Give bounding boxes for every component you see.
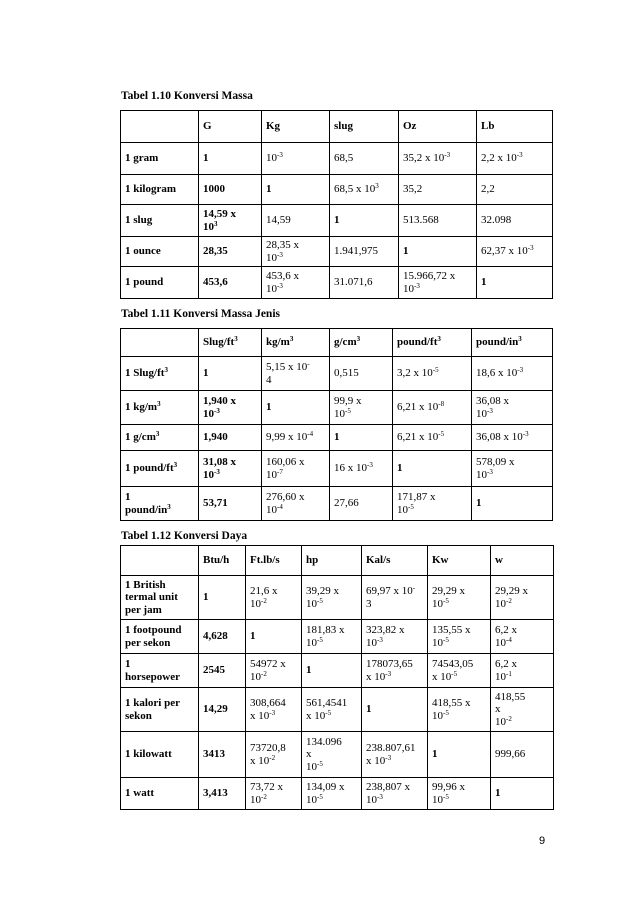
table-cell: 1 <box>477 267 553 299</box>
row-label-cell: 1 $g/cm^3$ <box>121 425 199 451</box>
header-cell: w <box>491 546 554 576</box>
table-cell: 1 <box>428 732 491 778</box>
table-row <box>121 143 553 175</box>
table-cell: 1 <box>472 487 553 521</box>
table-cell: 27,66 <box>330 487 393 521</box>
table-cell: 4,628 <box>199 620 246 654</box>
header-cell: Lb <box>477 111 553 143</box>
table-row <box>121 732 554 778</box>
table-cell: 418,55 x $10^{-2}$ <box>491 688 554 732</box>
table-1-12 <box>120 545 554 810</box>
table-row <box>121 205 553 237</box>
table-cell: 73,72 x $10^{-2}$ <box>246 778 302 810</box>
table-cell: 14,59 <box>262 205 330 237</box>
header-cell <box>121 329 199 357</box>
table-cell: 35,2 x $10^{-3}$ <box>399 143 477 175</box>
table-cell: 276,60 x $10^{-4}$ <box>262 487 330 521</box>
table-cell: 32.098 <box>477 205 553 237</box>
header-cell <box>121 111 199 143</box>
row-label-cell: 1 Slug/$ft^3$ <box>121 357 199 391</box>
table-row <box>121 425 553 451</box>
table-cell: 453,6 <box>199 267 262 299</box>
header-cell: Kg <box>262 111 330 143</box>
table-cell: 16 x $10^{-3}$ <box>330 451 393 487</box>
table-cell: 36,08 x $10^{-3}$ <box>472 391 553 425</box>
table-cell: 513.568 <box>399 205 477 237</box>
table-cell: 54972 x $10^{-2}$ <box>246 654 302 688</box>
table-cell: 21,6 x $10^{-2}$ <box>246 576 302 620</box>
row-label-cell: 1 horsepower <box>121 654 199 688</box>
table-cell: $10^{-3}$ <box>262 143 330 175</box>
row-label-cell: 1 pound/$ft^3$ <box>121 451 199 487</box>
table-cell: 28,35 <box>199 237 262 267</box>
row-label-cell: 1 watt <box>121 778 199 810</box>
header-cell: $kg/m^3$ <box>262 329 330 357</box>
header-cell: Oz <box>399 111 477 143</box>
table-row <box>121 357 553 391</box>
table-cell: 238.807,61 x $10^{-3}$ <box>362 732 428 778</box>
header-cell: Slug/$ft^3$ <box>199 329 262 357</box>
table-cell: 6,2 x $10^{-4}$ <box>491 620 554 654</box>
table-cell: 0,515 <box>330 357 393 391</box>
table-row <box>121 237 553 267</box>
table-cell: 6,2 x $10^{-1}$ <box>491 654 554 688</box>
header-cell: Kw <box>428 546 491 576</box>
table-header-row <box>121 329 553 357</box>
table-cell: 2,2 <box>477 175 553 205</box>
table-cell: 29,29 x $10^{-2}$ <box>491 576 554 620</box>
header-cell <box>121 546 199 576</box>
table-cell: 31,08 x $10^{-3}$ <box>199 451 262 487</box>
table-cell: 1 <box>262 175 330 205</box>
table-1-11 <box>120 328 553 521</box>
row-label-cell: 1 kilogram <box>121 175 199 205</box>
table-cell: 1 <box>399 237 477 267</box>
row-label-cell: 1 ounce <box>121 237 199 267</box>
table-row <box>121 267 553 299</box>
row-label-cell: 1 slug <box>121 205 199 237</box>
table-cell: 453,6 x $10^{-3}$ <box>262 267 330 299</box>
table-cell: 134,09 x $10^{-5}$ <box>302 778 362 810</box>
header-cell: Ft.lb/s <box>246 546 302 576</box>
table-cell: 1 <box>199 357 262 391</box>
header-cell: G <box>199 111 262 143</box>
table-row <box>121 654 554 688</box>
table-cell: 1,940 x $10^{-3}$ <box>199 391 262 425</box>
table-cell: 14,59 x $10^3$ <box>199 205 262 237</box>
table-cell: 5,15 x 10- 4 <box>262 357 330 391</box>
table-cell: 160,06 x $10^{-7}$ <box>262 451 330 487</box>
page-number: 9 <box>539 835 546 847</box>
table-cell: 53,71 <box>199 487 262 521</box>
table-cell: 3,413 <box>199 778 246 810</box>
row-label-cell: 1 pound <box>121 267 199 299</box>
table-cell: 29,29 x $10^{-5}$ <box>428 576 491 620</box>
table-header-row <box>121 111 553 143</box>
table-cell: 418,55 x $10^{-5}$ <box>428 688 491 732</box>
table-cell: 1 <box>393 451 472 487</box>
table-cell: 1000 <box>199 175 262 205</box>
table-cell: 35,2 <box>399 175 477 205</box>
table-cell: 36,08 x $10^{-3}$ <box>472 425 553 451</box>
table-cell: 323,82 x $10^{-3}$ <box>362 620 428 654</box>
row-label-cell: 1 British termal unit per jam <box>121 576 199 620</box>
table-cell: 15.966,72 x $10^{-3}$ <box>399 267 477 299</box>
table-cell: 74543,05 x $10^{-5}$ <box>428 654 491 688</box>
table-cell: 1.941,975 <box>330 237 399 267</box>
table-cell: 1 <box>330 425 393 451</box>
table-header-row <box>121 546 554 576</box>
table-cell: 1 <box>199 576 246 620</box>
table-cell: 99,9 x $10^{-5}$ <box>330 391 393 425</box>
table-cell: 181,83 x $10^{-5}$ <box>302 620 362 654</box>
table-cell: 1 <box>262 391 330 425</box>
table-cell: 135,55 x $10^{-5}$ <box>428 620 491 654</box>
table-cell: 1 <box>362 688 428 732</box>
row-label-cell: 1 kilowatt <box>121 732 199 778</box>
table-cell: 1 <box>199 143 262 175</box>
table-cell: 308,664 x $10^{-3}$ <box>246 688 302 732</box>
table-cell: 1,940 <box>199 425 262 451</box>
row-label-cell: 1 footpound per sekon <box>121 620 199 654</box>
table-row <box>121 620 554 654</box>
row-label-cell: 1 kalori per sekon <box>121 688 199 732</box>
table-cell: 99,96 x $10^{-5}$ <box>428 778 491 810</box>
table-cell: 578,09 x $10^{-3}$ <box>472 451 553 487</box>
row-label-cell: 1 gram <box>121 143 199 175</box>
table-1-10 <box>120 110 553 299</box>
table-cell: 2545 <box>199 654 246 688</box>
row-label-cell: 1 $kg/m^3$ <box>121 391 199 425</box>
table-cell: 73720,8 x $10^{-2}$ <box>246 732 302 778</box>
header-cell: Kal/s <box>362 546 428 576</box>
table-cell: 31.071,6 <box>330 267 399 299</box>
header-cell: $g/cm^3$ <box>330 329 393 357</box>
header-cell: pound/$in^3$ <box>472 329 553 357</box>
table-row <box>121 576 554 620</box>
table-cell: 134.096 x $10^{-5}$ <box>302 732 362 778</box>
table-row <box>121 688 554 732</box>
table-cell: 3,2 x $10^{-5}$ <box>393 357 472 391</box>
table-cell: 238,807 x $10^{-3}$ <box>362 778 428 810</box>
row-label-cell: 1 pound/$in^3$ <box>121 487 199 521</box>
table-cell: 14,29 <box>199 688 246 732</box>
table-cell: 178073,65 x $10^{-3}$ <box>362 654 428 688</box>
table-cell: 39,29 x $10^{-5}$ <box>302 576 362 620</box>
table-row <box>121 175 553 205</box>
table-cell: 171,87 x $10^{-5}$ <box>393 487 472 521</box>
table-cell: 6,21 x $10^{-5}$ <box>393 425 472 451</box>
table-cell: 2,2 x $10^{-3}$ <box>477 143 553 175</box>
table-cell: 3413 <box>199 732 246 778</box>
table-cell: 68,5 x $10^3$ <box>330 175 399 205</box>
header-cell: hp <box>302 546 362 576</box>
table-cell: 62,37 x $10^{-3}$ <box>477 237 553 267</box>
table-cell: 9,99 x $10^{-4}$ <box>262 425 330 451</box>
header-cell: Btu/h <box>199 546 246 576</box>
table-cell: 999,66 <box>491 732 554 778</box>
table-cell: 68,5 <box>330 143 399 175</box>
table-cell: 1 <box>330 205 399 237</box>
table-row <box>121 391 553 425</box>
table-cell: 28,35 x $10^{-3}$ <box>262 237 330 267</box>
table-1-12-caption: Tabel 1.12 Konversi Daya <box>121 530 248 542</box>
table-cell: 69,97 x 10- 3 <box>362 576 428 620</box>
table-cell: 6,21 x $10^{-8}$ <box>393 391 472 425</box>
table-1-10-caption: Tabel 1.10 Konversi Massa <box>121 90 253 102</box>
header-cell: pound/$ft^3$ <box>393 329 472 357</box>
table-cell: 1 <box>491 778 554 810</box>
table-row <box>121 487 553 521</box>
table-cell: 1 <box>302 654 362 688</box>
header-cell: slug <box>330 111 399 143</box>
table-1-11-caption: Tabel 1.11 Konversi Massa Jenis <box>121 308 280 320</box>
table-cell: 561,4541 x $10^{-5}$ <box>302 688 362 732</box>
table-row <box>121 451 553 487</box>
table-cell: 1 <box>246 620 302 654</box>
table-row <box>121 778 554 810</box>
table-cell: 18,6 x $10^{-3}$ <box>472 357 553 391</box>
